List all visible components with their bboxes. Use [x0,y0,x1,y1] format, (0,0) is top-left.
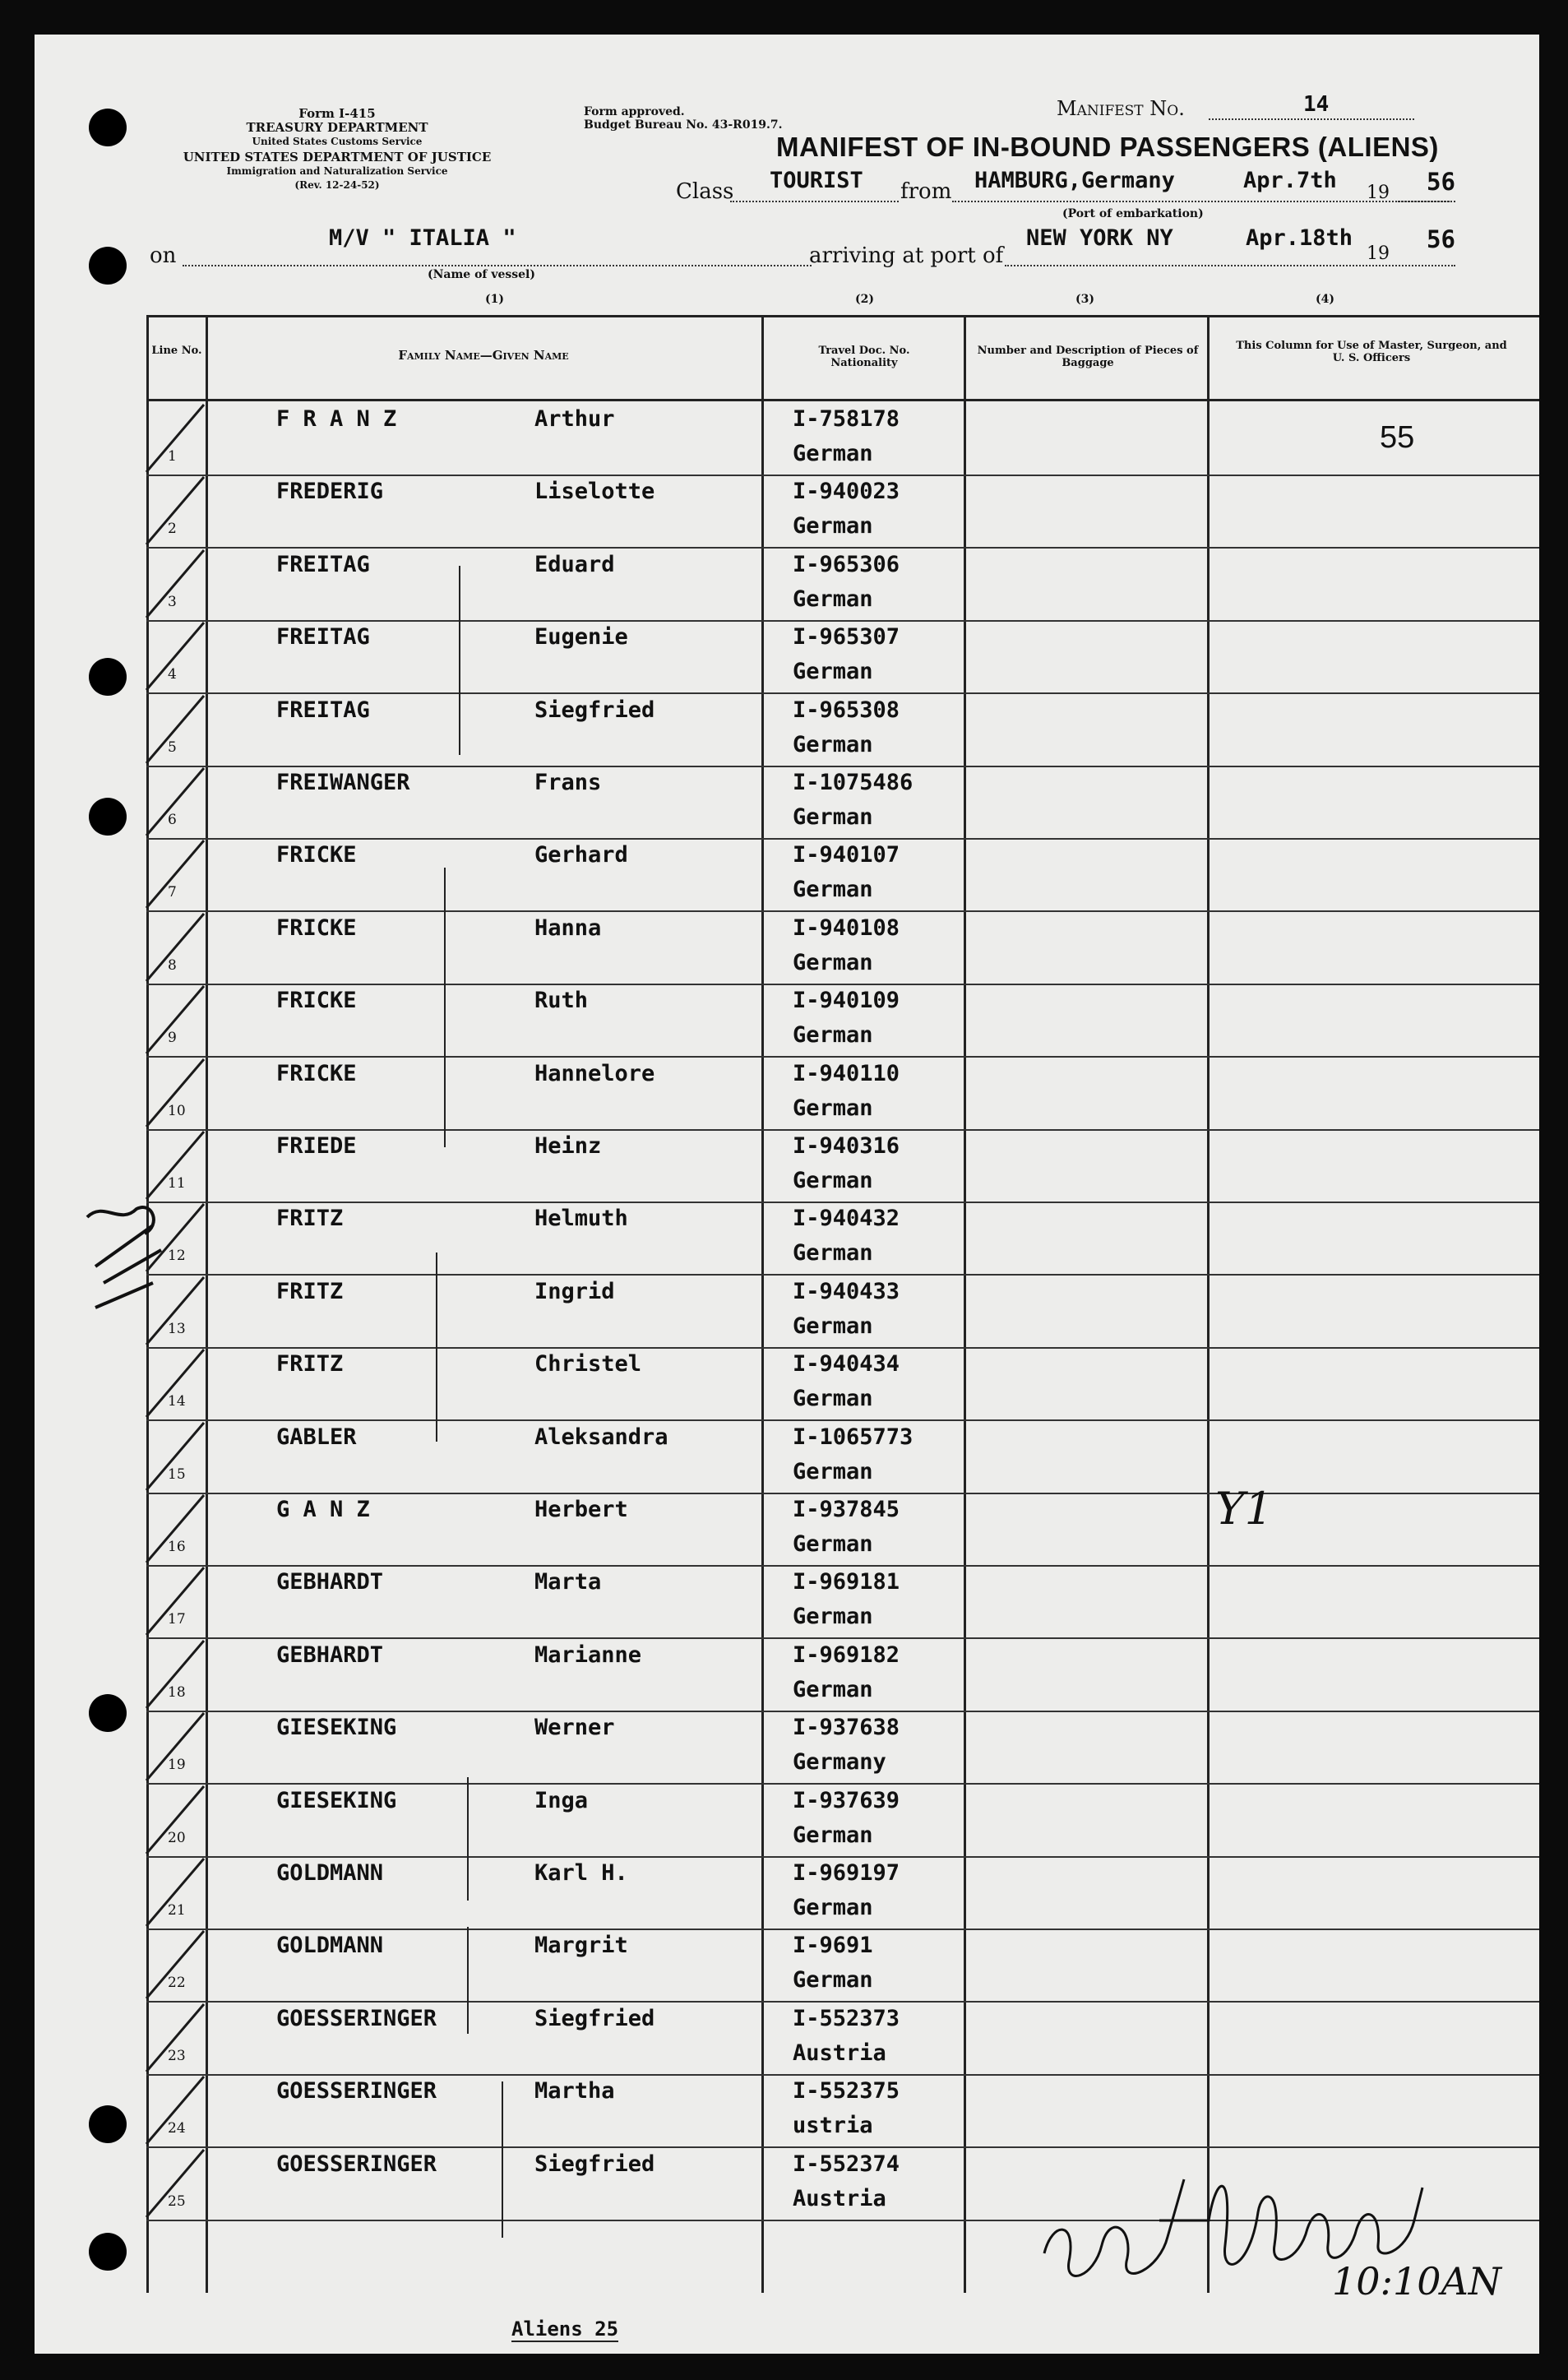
travel-doc-number: I-940432 [793,1206,900,1232]
check-slash [138,910,212,984]
col-num-2: (2) [855,293,874,306]
nationality: German [793,513,873,539]
nationality: ustria [793,2113,873,2139]
port-embark-caption: (Port of embarkation) [1062,207,1204,220]
family-name: FREITAG [276,551,370,577]
nationality: German [793,1095,873,1121]
table-row [146,1928,1539,2003]
travel-doc-number: I-940434 [793,1351,900,1378]
line-number: 6 [168,812,177,828]
family-name: GIESEKING [276,1787,397,1813]
family-name: FREIWANGER [276,770,410,795]
vessel-caption: (Name of vessel) [428,268,535,281]
arrival-year: 56 [1427,225,1455,253]
departure-date: Apr.7th [1243,168,1337,193]
travel-doc-number: I-758178 [793,406,900,432]
line-number: 25 [168,2192,186,2210]
line-number: 15 [168,1466,186,1483]
family-name: FRICKE [276,1060,357,1086]
footer-stamp: Aliens 25 [511,2317,619,2341]
family-name: G A N Z [276,1497,370,1522]
family-name: FREITAG [276,697,370,723]
line-number: 4 [168,666,177,683]
table-row [146,1710,1539,1785]
check-slash [138,2146,212,2220]
given-name: Frans [534,770,602,795]
binder-hole [89,658,127,696]
form-approved: Form approved. [584,105,685,118]
nationality: German [793,1531,873,1557]
line-number: 18 [168,1683,186,1701]
table-row [146,1346,1539,1421]
ins-service: Immigration and Naturalization Service [226,165,448,177]
given-name: Arthur [534,406,615,432]
binder-hole [89,2105,127,2143]
nationality: German [793,1168,873,1193]
col-num-1: (1) [485,293,504,306]
family-name: GOLDMANN [276,1860,384,1886]
given-name: Ruth [534,988,589,1014]
class-label: Class [676,179,734,204]
family-name: FREDERIG [276,479,384,505]
check-slash [138,1710,212,1784]
nationality: German [793,804,873,830]
line-number: 19 [168,1757,186,1774]
check-slash [138,401,212,475]
line-number: 12 [168,1248,186,1265]
margin-mark [79,1192,178,1357]
check-slash [138,1783,212,1857]
nationality: Austria [793,2185,886,2211]
header-officers: This Column for Use of Master, Surgeon, and U. S. Officers [1236,340,1507,364]
table-row [146,401,1539,476]
family-name: GOESSERINGER [276,2151,437,2177]
travel-doc-number: I-965308 [793,697,900,723]
travel-doc-number: I-965306 [793,551,900,577]
nationality: German [793,1458,873,1484]
table-row [146,910,1539,985]
given-name: Ingrid [534,1278,615,1304]
table-row [146,1855,1539,1930]
check-slash [138,1637,212,1711]
travel-doc-number: I-937845 [793,1497,900,1522]
travel-doc-number: I-940433 [793,1278,900,1304]
nationality: German [793,1313,873,1339]
given-name: Marta [534,1569,602,1595]
family-name: FRITZ [276,1206,344,1232]
check-slash [138,1346,212,1420]
vessel-name: M/V " ITALIA " [329,225,516,251]
table-row [146,1564,1539,1639]
given-name: Gerhard [534,842,628,868]
departure-year: 56 [1427,168,1455,196]
nationality: German [793,1676,873,1702]
vessel-fill-line [183,262,812,266]
given-name: Siegfried [534,2005,655,2031]
port-embarkation: HAMBURG,Germany [974,168,1175,193]
line-number: 7 [168,884,177,901]
class-fill-line [730,197,899,202]
given-name: Martha [534,2078,615,2104]
travel-doc-number: I-940109 [793,988,900,1014]
family-bracket [436,1253,437,1442]
nationality: German [793,1022,873,1049]
family-bracket [467,1927,469,2034]
table-row [146,1128,1539,1203]
given-name: Werner [534,1715,615,1741]
check-slash [138,2073,212,2147]
given-name: Hanna [534,914,602,941]
family-bracket [444,868,446,1147]
line-number: 8 [168,956,177,974]
line-number: 20 [168,1829,186,1846]
customs-service: United States Customs Service [252,136,423,147]
check-slash [138,474,212,548]
class-value: TOURIST [770,168,863,193]
nationality: German [793,1822,873,1848]
line-number: 3 [168,593,177,610]
table-row [146,837,1539,912]
header-line-no: Line No. [151,345,202,357]
check-slash [138,1564,212,1638]
given-name: Hannelore [534,1060,655,1086]
from-label: from [900,179,952,204]
table-row [146,1492,1539,1567]
line-number: 9 [168,1030,177,1047]
family-name: GIESEKING [276,1715,397,1741]
travel-doc-number: I-1065773 [793,1424,914,1450]
check-slash [138,765,212,839]
given-name: Siegfried [534,2151,655,2177]
nationality: Austria [793,2040,886,2066]
nationality: German [793,659,873,685]
table-row [146,765,1539,840]
table-row [146,1056,1539,1131]
check-slash [138,1928,212,2002]
table-row [146,2001,1539,2076]
family-name: FRITZ [276,1278,344,1304]
family-name: F R A N Z [276,406,397,432]
budget-bureau: Budget Bureau No. 43-R019.7. [584,118,783,132]
check-slash [138,692,212,766]
given-name: Margrit [534,1933,628,1959]
check-slash [138,837,212,911]
family-name: GOLDMANN [276,1933,384,1959]
line-number: 2 [168,521,177,538]
travel-doc-number: I-940316 [793,1133,900,1159]
binder-hole [89,109,127,146]
table-top-border [146,315,1539,317]
given-name: Karl H. [534,1860,628,1886]
year-fill-line [1398,197,1455,202]
header-baggage: Number and Description of Pieces of Baggage [977,345,1199,369]
table-row [146,1274,1539,1349]
arrival-port: NEW YORK NY [1026,225,1173,251]
treasury-dept: TREASURY DEPARTMENT [246,120,428,135]
check-slash [138,983,212,1057]
nationality: German [793,1895,873,1920]
travel-doc-number: I-1075486 [793,770,914,795]
arrival-date: Apr.18th [1246,225,1353,251]
header-name: Family Name—Given Name [398,348,569,363]
family-name: FREITAG [276,624,370,651]
line-number: 10 [168,1102,186,1119]
nationality: German [793,1240,873,1266]
given-name: Liselotte [534,479,655,505]
nationality: Germany [793,1749,886,1776]
travel-doc-number: I-552375 [793,2078,900,2104]
family-bracket [502,2081,503,2238]
check-slash [138,1855,212,1929]
given-name: Marianne [534,1641,642,1668]
line-number: 11 [168,1175,186,1192]
table-row [146,1419,1539,1494]
table-row [146,474,1539,549]
given-name: Aleksandra [534,1424,668,1450]
line-number: 23 [168,2047,186,2064]
table-row [146,1201,1539,1276]
family-bracket [459,566,460,755]
family-bracket [467,1777,469,1901]
given-name: Helmuth [534,1206,628,1232]
line-number: 22 [168,1975,186,1992]
family-name: FRICKE [276,988,357,1014]
travel-doc-number: I-937638 [793,1715,900,1741]
given-name: Herbert [534,1497,628,1522]
manifest-label: Manifest No. [1057,97,1185,120]
nationality: German [793,586,873,612]
travel-doc-number: I-552374 [793,2151,900,2177]
form-revision: (Rev. 12-24-52) [294,179,380,191]
year-prefix-2: 19 [1367,243,1390,264]
col-num-3: (3) [1075,293,1094,306]
travel-doc-number: I-937639 [793,1787,900,1813]
line-number: 14 [168,1393,186,1410]
nationality: German [793,1604,873,1630]
line-number: 5 [168,739,177,756]
family-name: FRITZ [276,1351,344,1378]
table-row [146,1783,1539,1858]
col-num-4: (4) [1316,293,1334,306]
given-name: Eugenie [534,624,628,651]
nationality: German [793,949,873,975]
travel-doc-number: I-9691 [793,1933,873,1959]
on-label: on [150,243,177,268]
check-slash [138,1056,212,1130]
form-number: Form I-415 [298,106,376,121]
line-number: 17 [168,1611,186,1628]
table-row [146,547,1539,622]
travel-doc-number: I-552373 [793,2005,900,2031]
given-name: Heinz [534,1133,602,1159]
check-slash [138,2001,212,2075]
family-name: FRIEDE [276,1133,357,1159]
binder-hole [89,2233,127,2271]
check-slash [138,1492,212,1566]
family-name: GEBHARDT [276,1641,384,1668]
table-row [146,692,1539,767]
line-number: 16 [168,1539,186,1555]
family-name: GEBHARDT [276,1569,384,1595]
family-name: GOESSERINGER [276,2078,437,2104]
line-number: 1 [168,448,177,465]
binder-hole [89,247,127,285]
family-name: FRICKE [276,914,357,941]
signature-time: 10:10AN [1332,2259,1502,2304]
given-name: Inga [534,1787,589,1813]
nationality: German [793,1967,873,1993]
table-row [146,619,1539,694]
nationality: German [793,441,873,466]
check-slash [138,1128,212,1202]
passenger-table [146,315,1539,2293]
travel-doc-number: I-940110 [793,1060,900,1086]
given-name: Christel [534,1351,642,1378]
manifest-title: MANIFEST OF IN-BOUND PASSENGERS (ALIENS) [776,132,1439,162]
officer-signature [1020,2122,1502,2311]
travel-doc-number: I-940108 [793,914,900,941]
line-number: 21 [168,1902,186,1919]
check-slash [138,619,212,693]
given-name: Eduard [534,551,615,577]
nationality: German [793,1386,873,1412]
family-name: FRICKE [276,842,357,868]
year-prefix: 19 [1367,183,1390,203]
family-name: GOESSERINGER [276,2005,437,2031]
check-slash [138,547,212,621]
travel-doc-number: I-940107 [793,842,900,868]
line-number: 13 [168,1320,186,1337]
family-name: GABLER [276,1424,357,1450]
travel-doc-number: I-969182 [793,1641,900,1668]
check-slash [138,1419,212,1493]
table-row [146,983,1539,1058]
travel-doc-number: I-965307 [793,624,900,651]
binder-hole [89,1694,127,1732]
table-row [146,1637,1539,1712]
manifest-number: 14 [1303,92,1330,117]
travel-doc-number: I-969197 [793,1860,900,1886]
travel-doc-number: I-969181 [793,1569,900,1595]
line-number: 24 [168,2120,186,2137]
binder-hole [89,798,127,836]
header-doc: Travel Doc. No. Nationality [818,345,910,369]
travel-doc-number: I-940023 [793,479,900,505]
baggage-mark: Y1 [1215,1483,1274,1535]
nationality: German [793,877,873,903]
arriving-label: arriving at port of [809,243,1004,268]
justice-dept: UNITED STATES DEPARTMENT OF JUSTICE [183,150,492,164]
given-name: Siegfried [534,697,655,723]
officer-mark: 55 [1380,420,1415,455]
nationality: German [793,731,873,757]
